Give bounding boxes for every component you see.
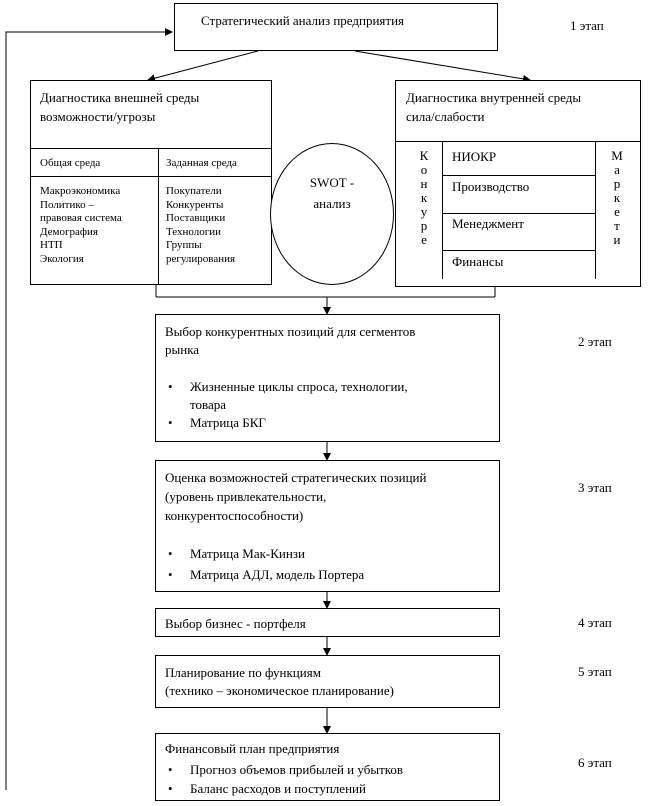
internal-title-line2: сила/слабости [406,109,485,124]
external-title-line2: возможности/угрозы [40,109,156,124]
stage3-bullet: • Матрица АДЛ, модель Портера [168,567,365,582]
general-item: НТП [40,239,63,251]
swot-line2: анализ [313,196,351,211]
external-mid-divider [30,176,272,177]
internal-header-divider [395,141,641,142]
strategic-analysis-title: Стратегический анализ предприятия [201,13,405,28]
stage3-title-line1: Оценка возможностей стратегических позиций [165,470,427,485]
task-item: Конкуренты [166,198,224,211]
strategic-analysis-box [174,3,498,51]
external-column-divider [158,148,159,284]
swot-line1: SWOT - [309,175,355,190]
internal-row-divider [442,213,595,214]
stage-3-label: 3 этап [578,480,612,495]
external-diagnostics-box [30,80,272,285]
stage-2-label: 2 этап [578,334,612,349]
competitive-position-box [155,314,500,442]
arrow-to-internal [355,51,530,80]
functional-planning-box [155,655,500,708]
arrow-to-external [148,51,258,80]
stage-6-label: 6 этап [578,755,612,770]
stage2-title-line1: Выбор конкурентных позиций для сегментов [165,324,416,339]
general-item: Демография [40,225,98,238]
stage2-bullet: • Матрица БКГ [168,415,266,430]
internal-left-column-divider [442,141,443,279]
stage6-title: Финансовый план предприятия [165,741,340,756]
stage2-bullet-list [156,377,408,432]
external-header-divider [30,148,272,149]
stage2-title-line2: рынка [165,342,200,357]
external-title-line1: Диагностика внешней среды [40,90,200,105]
stage-4-label: 4 этап [578,615,612,630]
strategic-opportunities-box [155,460,500,592]
general-item: Экология [40,252,84,265]
internal-row-divider [442,250,595,251]
task-item: регулирования [166,252,236,265]
stage5-title-line1: Планирование по функциям [165,665,321,680]
stage2-bullet-continuation: товара [190,397,227,412]
stage2-bullet: • Жизненные циклы спроса, технологии, [168,379,408,394]
vertical-marketing-text: М а р к е т и [611,148,623,247]
financial-plan-box [155,733,500,801]
function-finance: Финансы [452,254,504,269]
swot-circle [270,143,394,285]
internal-right-column-divider [595,141,596,279]
internal-diagnostics-box [395,80,641,287]
general-item: правовая система [40,212,122,224]
stage3-title-line2: (уровень привлекательности, [165,489,327,504]
function-niokr: НИОКР [452,149,497,164]
stage3-title-line3: конкурентоспособности) [165,508,304,523]
task-environment-header: Заданная среда [166,157,237,169]
general-environment-list [40,185,122,266]
stage5-title-line2: (технико – экономическое планирование) [165,683,394,698]
general-item: Макроэкономика [40,185,121,197]
stage6-bullet-list [156,760,403,798]
general-item: Политико – [40,198,94,211]
function-management: Менеджмент [452,216,524,231]
stage3-bullet: • Матрица Мак-Кинзи [168,546,305,561]
general-environment-header: Общая среда [40,157,101,169]
stage4-title: Выбор бизнес - портфеля [165,616,306,631]
function-production: Производство [452,179,530,194]
internal-row-divider [442,175,595,176]
internal-title-line1: Диагностика внутренней среды [406,90,582,105]
stage6-bullet: • Прогноз объемов прибылей и убытков [168,762,404,777]
task-item: Группы [166,239,202,251]
task-item: Технологии [166,225,222,238]
task-item: Покупатели [166,185,222,197]
stage-5-label: 5 этап [578,664,612,679]
vertical-competition-text: К о н к у р е [419,148,429,247]
task-item: Поставщики [166,212,226,224]
stage3-bullet-list [156,543,364,585]
stage6-bullet: • Баланс расходов и поступлений [168,781,366,796]
stage-1-label: 1 этап [570,18,604,33]
business-portfolio-box [155,608,500,637]
task-environment-list [166,185,235,266]
